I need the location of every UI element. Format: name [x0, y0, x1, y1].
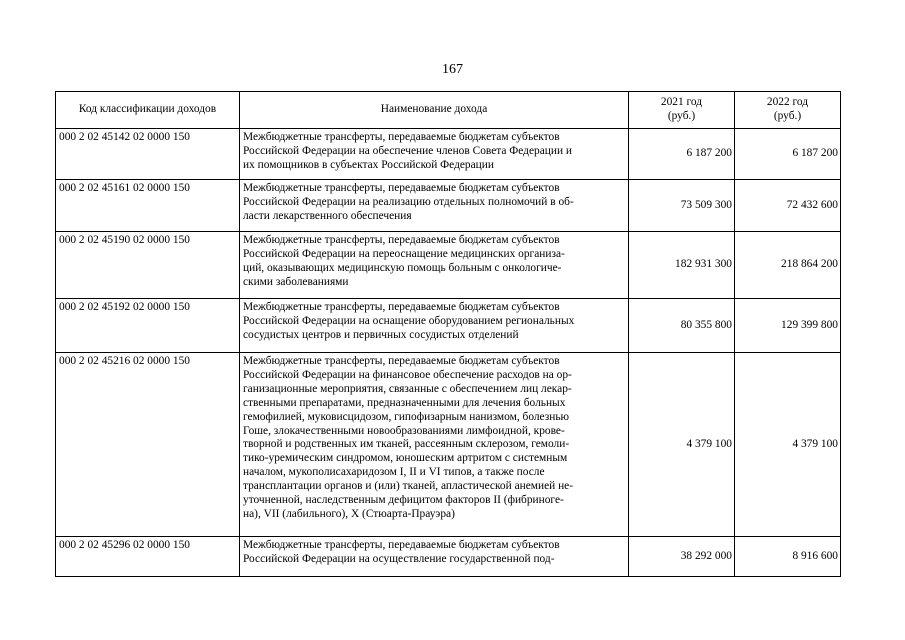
income-name-line: гемофилией, муковисцидозом, гипофизарным нанизмом, болезнью — [243, 410, 570, 423]
income-code-cell: 000 2 02 45142 02 0000 150 — [56, 129, 240, 180]
income-name-line: Гоше, злокачественными новообразованиями лимфоидной, крове- — [243, 424, 565, 437]
income-name-line: Межбюджетные трансферты, передаваемые бюджетам субъектов — [243, 234, 560, 246]
amount-2021-cell: 6 187 200 — [629, 129, 735, 180]
header-2022 — [735, 92, 841, 129]
income-name-line: Межбюджетные трансферты, передаваемые бюджетам субъектов — [243, 131, 560, 143]
income-code-cell: 000 2 02 45161 02 0000 150 — [56, 180, 240, 232]
income-name-line: Межбюджетные трансферты, передаваемые бюджетам субъектов — [243, 182, 560, 194]
amount-2021-cell: 73 509 300 — [629, 180, 735, 232]
table-row — [56, 353, 841, 537]
income-name-line: Российской Федерации на реализацию отдельных полномочий в об- — [243, 195, 574, 208]
header-2022-unit: (руб.) — [773, 110, 802, 122]
amount-2022-cell: 218 864 200 — [735, 232, 841, 299]
income-name-line: творной и родственных им тканей, рассеянным склерозом, гемоли- — [243, 438, 570, 451]
income-name-line: ласти лекарственного обеспечения — [243, 209, 412, 222]
income-name-line: ций, оказывающих медицинскую помощь больным с онкологиче- — [243, 261, 562, 274]
income-name-line: их помощников в субъектах Российской Федерации — [243, 158, 494, 171]
income-code-cell: 000 2 02 45216 02 0000 150 — [56, 353, 240, 537]
income-name-line: Межбюджетные трансферты, передаваемые бюджетам субъектов — [243, 539, 560, 551]
income-name-line: уточненной, наследственным дефицитом факторов II (фибриноге- — [243, 494, 564, 507]
amount-2022-cell: 4 379 100 — [735, 353, 841, 537]
income-code-cell: 000 2 02 45192 02 0000 150 — [56, 299, 240, 353]
income-name-line: ственными препаратами, предназначенными для лечения больных — [243, 396, 566, 409]
amount-2021-cell: 80 355 800 — [629, 299, 735, 353]
table-row — [56, 299, 841, 353]
income-name-line: началом, мукополисахаридозом I, II и VI типов, а также после — [243, 466, 545, 479]
income-name-line: сосудистых центров и первичных сосудистых отделений — [243, 328, 519, 341]
income-name-cell — [240, 299, 629, 353]
income-name-line: Российской Федерации на осуществление государственной под- — [243, 552, 555, 565]
amount-2022-cell: 72 432 600 — [735, 180, 841, 232]
income-name-cell — [240, 353, 629, 537]
amount-2022-cell: 6 187 200 — [735, 129, 841, 180]
amount-2021-cell: 4 379 100 — [629, 353, 735, 537]
amount-2022-cell: 129 399 800 — [735, 299, 841, 353]
income-code-cell: 000 2 02 45190 02 0000 150 — [56, 232, 240, 299]
table-row — [56, 232, 841, 299]
income-name-cell — [240, 129, 629, 180]
income-name-line: ганизационные мероприятия, связанные с обеспечением лиц лекар- — [243, 382, 572, 395]
amount-2021-cell: 38 292 000 — [629, 537, 735, 577]
income-name-line: Российской Федерации на финансовое обеспечение расходов на ор- — [243, 368, 572, 381]
income-code-cell: 000 2 02 45296 02 0000 150 — [56, 537, 240, 577]
table-row — [56, 180, 841, 232]
income-name-line: Российской Федерации на переоснащение медицинских организа- — [243, 247, 565, 260]
income-table — [55, 91, 841, 577]
amount-2022-cell: 8 916 600 — [735, 537, 841, 577]
income-name-cell — [240, 537, 629, 577]
table-row — [56, 537, 841, 577]
income-name-line: тико-уремическим синдромом, юношеским артритом с системным — [243, 452, 568, 465]
income-name-line: Межбюджетные трансферты, передаваемые бюджетам субъектов — [243, 355, 560, 367]
header-code: Код классификации доходов — [56, 92, 240, 129]
income-name-line: трансплантации органов и (или) тканей, апластической анемией не- — [243, 480, 574, 493]
income-name-line: Российской Федерации на оснащение оборудованием региональных — [243, 314, 575, 327]
income-name-line: Межбюджетные трансферты, передаваемые бюджетам субъектов — [243, 301, 560, 313]
income-name-cell — [240, 180, 629, 232]
income-name-line: скими заболеваниями — [243, 275, 349, 288]
amount-2021-cell: 182 931 300 — [629, 232, 735, 299]
header-2021-year: 2021 год — [660, 96, 703, 109]
header-2021-unit: (руб.) — [667, 110, 696, 122]
header-name: Наименование дохода — [240, 92, 629, 129]
table-header-row — [56, 92, 841, 129]
income-name-line: Российской Федерации на обеспечение членов Совета Федерации и — [243, 144, 573, 157]
income-name-cell — [240, 232, 629, 299]
header-2022-year: 2022 год — [766, 96, 809, 109]
income-name-line: на), VII (лабильного), X (Стюарта-Прауэра) — [243, 507, 455, 520]
header-2021 — [629, 92, 735, 129]
table-row — [56, 129, 841, 180]
page-number: 167 — [442, 62, 463, 77]
